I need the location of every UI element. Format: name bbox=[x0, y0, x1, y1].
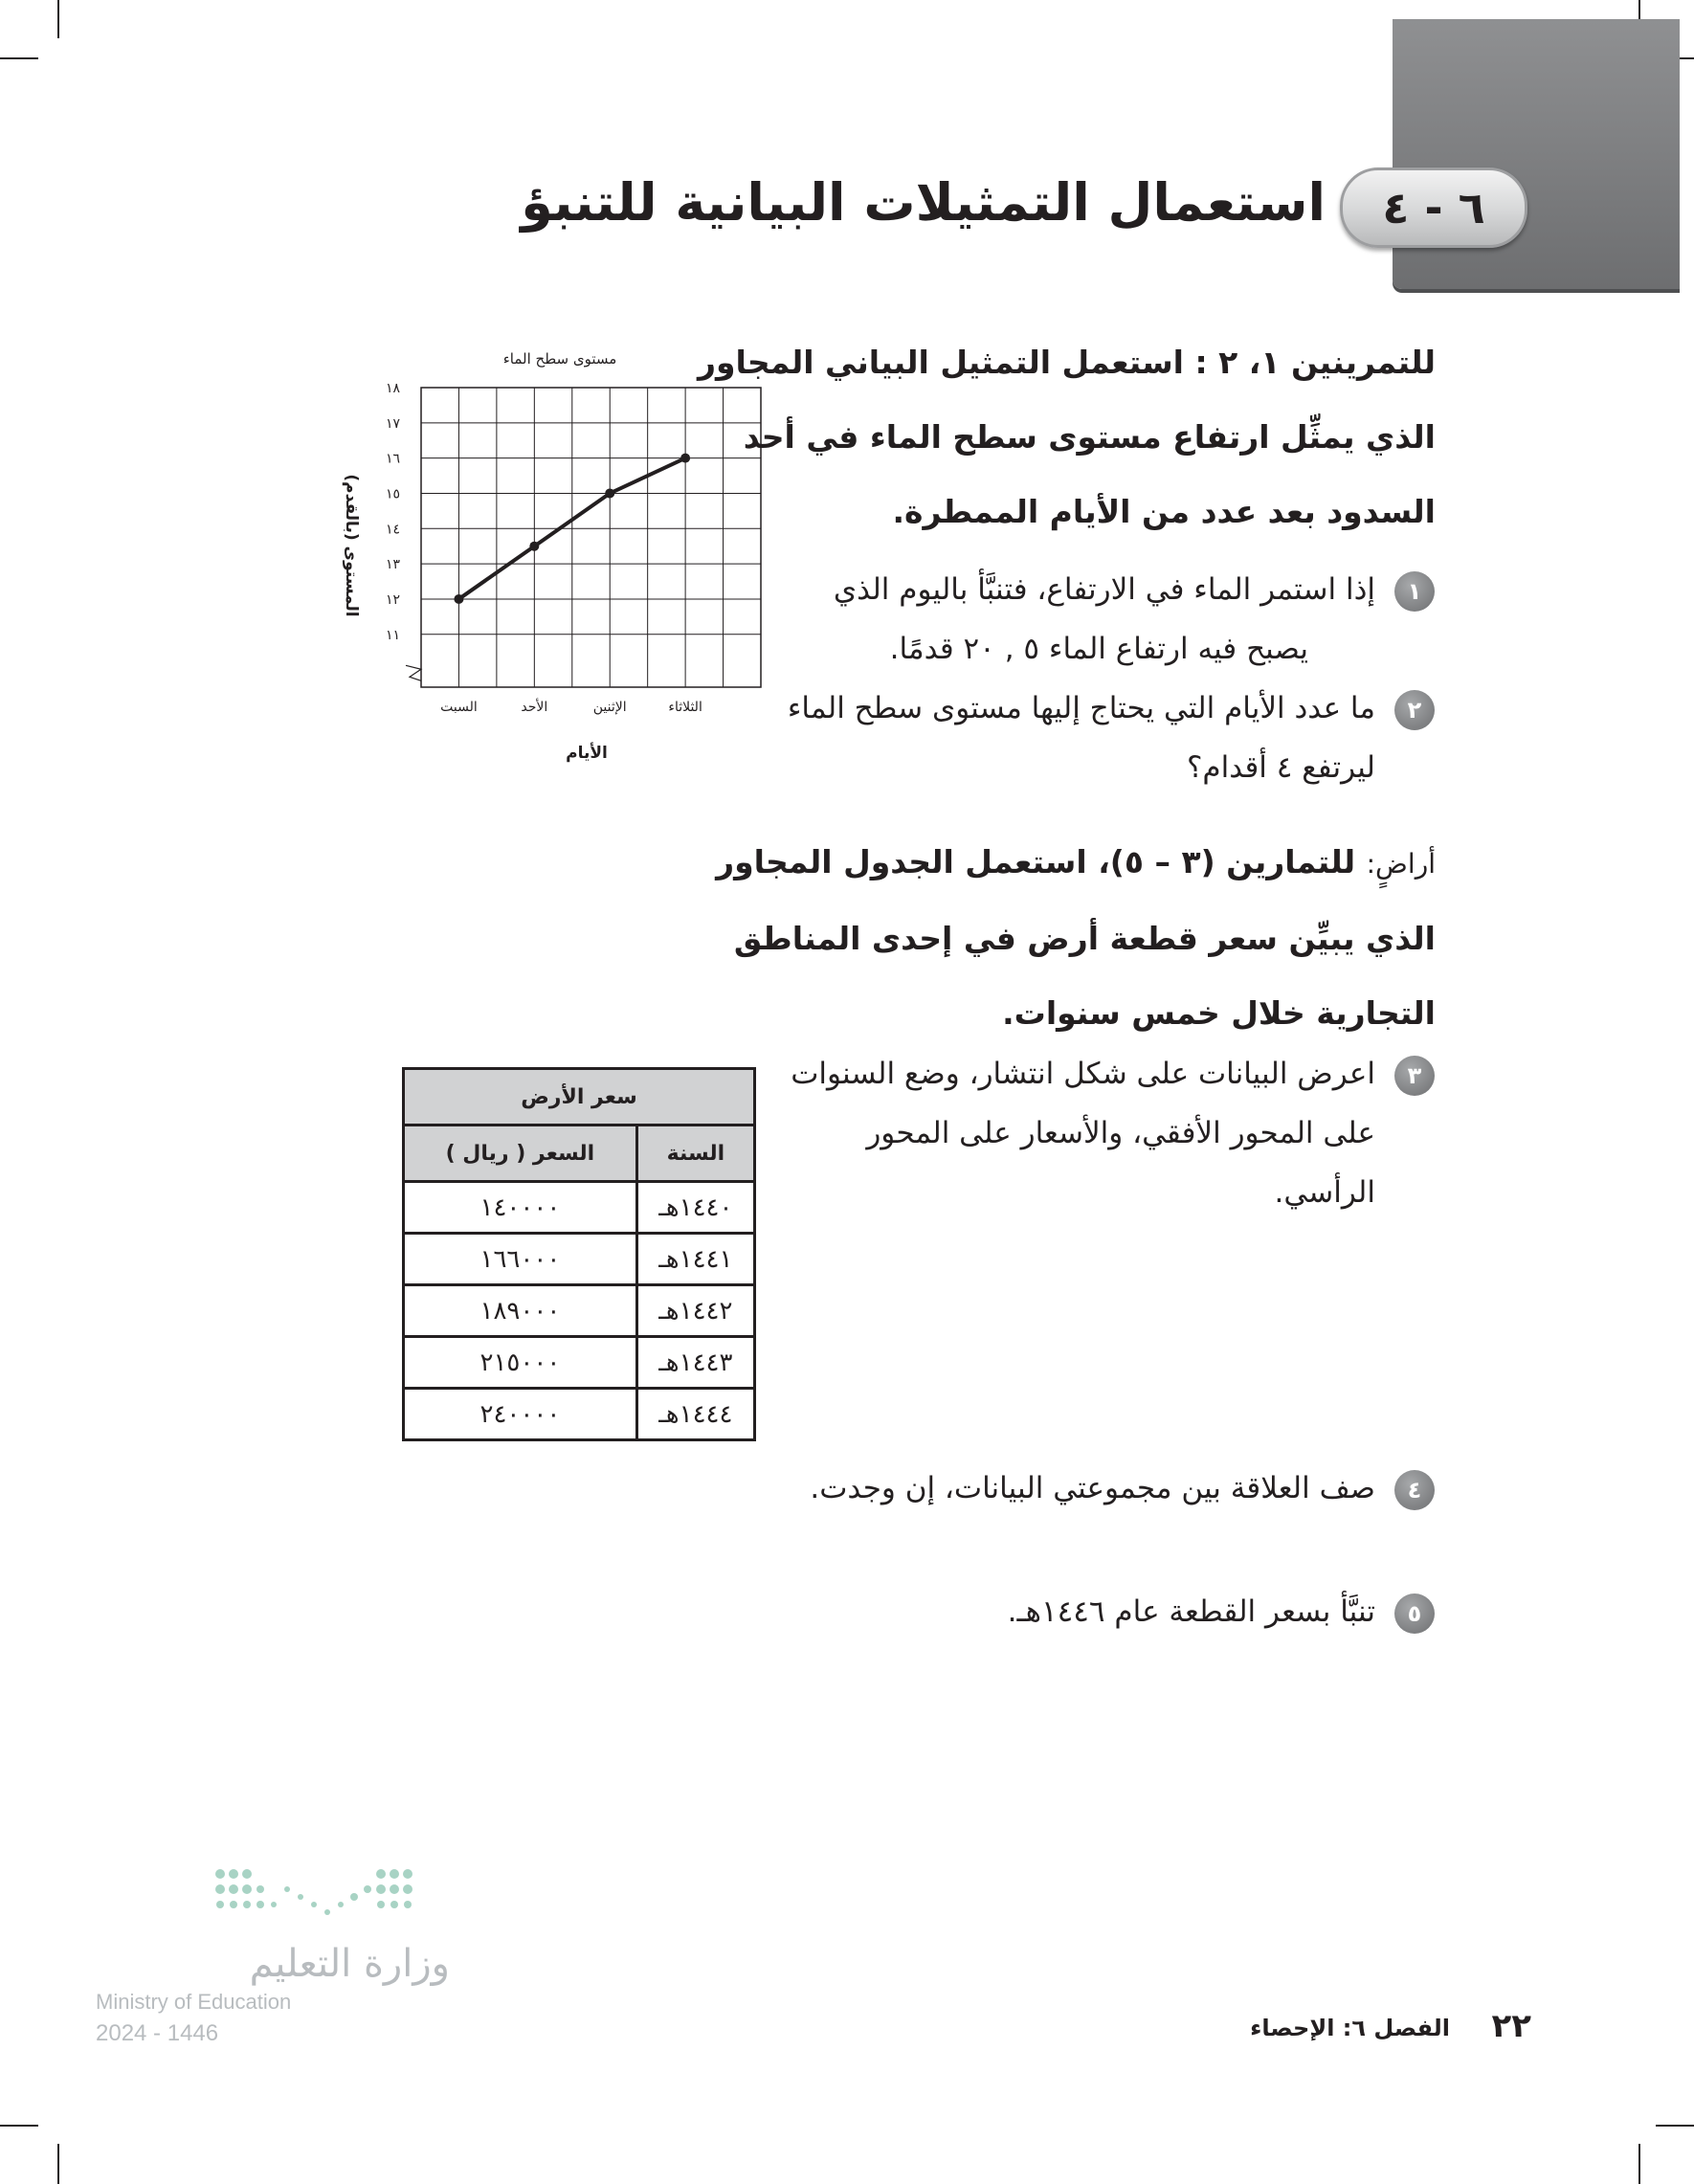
crop-mark bbox=[57, 0, 59, 38]
page-number: ٢٢ bbox=[1491, 2007, 1531, 2045]
data-point bbox=[680, 454, 690, 463]
ministry-dots-icon bbox=[211, 1866, 450, 1938]
intro-line: للتمرينين ١، ٢ : استعمل التمثيل البياني المجاور bbox=[698, 344, 1436, 381]
y-tick-label: ١٢ bbox=[385, 591, 400, 608]
question-line: تنبَّأ بسعر القطعة عام ١٤٤٦هـ. bbox=[1007, 1594, 1375, 1629]
intro-line: الذي يبيِّن سعر قطعة أرض في إحدى المناطق bbox=[733, 920, 1436, 957]
year-cell: ١٤٤٤هـ bbox=[636, 1389, 754, 1440]
question-line: صف العلاقة بين مجموعتي البيانات، إن وجدت. bbox=[810, 1471, 1375, 1505]
x-tick-labels bbox=[440, 698, 702, 715]
year-cell: ١٤٤٣هـ bbox=[636, 1337, 754, 1389]
y-tick-label: ١٨ bbox=[385, 381, 400, 396]
question-line: اعرض البيانات على شكل انتشار، وضع السنوات bbox=[791, 1057, 1375, 1091]
question-line: إذا استمر الماء في الارتفاع، فتنبَّأ باليوم الذي bbox=[833, 572, 1375, 607]
x-tick-label: السبت bbox=[440, 700, 478, 715]
header-tab bbox=[1393, 19, 1680, 289]
data-point bbox=[605, 488, 614, 498]
table-row bbox=[404, 1182, 755, 1234]
question-3 bbox=[648, 1044, 1375, 1222]
ministry-year: 2024 - 1446 bbox=[96, 2020, 219, 2046]
question-number-badge: ٣ bbox=[1394, 1056, 1435, 1096]
crop-mark bbox=[57, 2144, 59, 2184]
question-number-badge: ٥ bbox=[1394, 1593, 1435, 1634]
ministry-logo bbox=[96, 1866, 450, 2047]
table-row bbox=[404, 1389, 755, 1440]
question-line: ليرتفع ٤ أقدام؟ bbox=[1186, 750, 1375, 785]
crop-mark bbox=[0, 57, 38, 59]
x-tick-label: الإثنين bbox=[592, 700, 627, 715]
y-axis-label: المستوى (بالقدم) bbox=[342, 474, 361, 617]
price-cell: ١٨٩٠٠٠ bbox=[404, 1285, 637, 1337]
y-tick-label: ١٧ bbox=[385, 415, 400, 432]
crop-mark bbox=[0, 2125, 38, 2127]
y-tick-label: ١٣ bbox=[385, 557, 400, 573]
question-number-badge: ٤ bbox=[1394, 1470, 1435, 1510]
x-tick-label: الثلاثاء bbox=[668, 700, 702, 715]
y-tick-labels bbox=[386, 381, 401, 643]
y-tick-label: ١٥ bbox=[385, 486, 400, 502]
data-point bbox=[454, 594, 463, 604]
question-line: يصبح فيه ارتفاع الماء ٥ , ٢٠ قدمًا. bbox=[889, 632, 1308, 666]
year-cell: ١٤٤١هـ bbox=[636, 1234, 754, 1285]
table-title: سعر الأرض bbox=[404, 1069, 755, 1125]
topic-label: أراضٍ: bbox=[1366, 848, 1436, 880]
plot-frame bbox=[421, 388, 761, 687]
question-line: الرأسي. bbox=[1274, 1175, 1375, 1210]
column-header-year: السنة bbox=[636, 1125, 754, 1182]
crop-mark bbox=[1638, 2144, 1640, 2184]
question-line: ما عدد الأيام التي يحتاج إليها مستوى سطح الماء bbox=[787, 691, 1375, 725]
price-cell: ٢٤٠٠٠٠ bbox=[404, 1389, 637, 1440]
ministry-name-english: Ministry of Education bbox=[96, 1990, 292, 2014]
x-axis-label: الأيام bbox=[566, 744, 608, 763]
chart-title: مستوى سطح الماء bbox=[502, 350, 617, 368]
lesson-number-badge bbox=[1340, 167, 1527, 248]
axis-break-mark bbox=[406, 665, 421, 680]
intro-line: التجارية خلال خمس سنوات. bbox=[1002, 994, 1436, 1032]
question-line: على المحور الأفقي، والأسعار على المحور bbox=[866, 1116, 1375, 1150]
intro-line: الذي يمثِّل ارتفاع مستوى سطح الماء في أحد bbox=[743, 418, 1436, 456]
x-tick-label: الأحد bbox=[521, 700, 548, 715]
question-5 bbox=[648, 1582, 1375, 1641]
question-number-badge: ١ bbox=[1394, 571, 1435, 612]
year-cell: ١٤٤٠هـ bbox=[636, 1182, 754, 1234]
y-tick-label: ١٤ bbox=[385, 522, 400, 538]
chart-grid bbox=[406, 388, 761, 687]
column-header-price: السعر ( ريال ) bbox=[404, 1125, 637, 1182]
lesson-number: ٦ - ٤ bbox=[1382, 182, 1485, 234]
chapter-title: الفصل ٦: الإحصاء bbox=[1250, 2015, 1450, 2041]
question-4 bbox=[648, 1459, 1375, 1518]
y-tick-label: ١١ bbox=[385, 627, 400, 643]
data-point bbox=[529, 542, 539, 551]
water-level-chart bbox=[325, 340, 775, 780]
intro-line: السدود بعد عدد من الأيام الممطرة. bbox=[892, 493, 1436, 530]
y-tick-label: ١٦ bbox=[385, 451, 400, 467]
table-row bbox=[404, 1285, 755, 1337]
table-row bbox=[404, 1337, 755, 1389]
price-cell: ١٦٦٠٠٠ bbox=[404, 1234, 637, 1285]
year-cell: ١٤٤٢هـ bbox=[636, 1285, 754, 1337]
price-cell: ١٤٠٠٠٠ bbox=[404, 1182, 637, 1234]
intro-line bbox=[651, 825, 1436, 902]
table-row bbox=[404, 1234, 755, 1285]
land-price-table bbox=[402, 1067, 756, 1441]
lesson-title: استعمال التمثيلات البيانية للتنبؤ bbox=[521, 172, 1326, 233]
question-number-badge: ٢ bbox=[1394, 690, 1435, 730]
intro-paragraph-2 bbox=[651, 825, 1436, 1051]
price-cell: ٢١٥٠٠٠ bbox=[404, 1337, 637, 1389]
intro-text: للتمارين (٣ – ٥)، استعمل الجدول المجاور bbox=[716, 843, 1356, 880]
ministry-name-arabic: وزارة التعليم bbox=[249, 1942, 450, 1986]
crop-mark bbox=[1656, 2125, 1694, 2127]
